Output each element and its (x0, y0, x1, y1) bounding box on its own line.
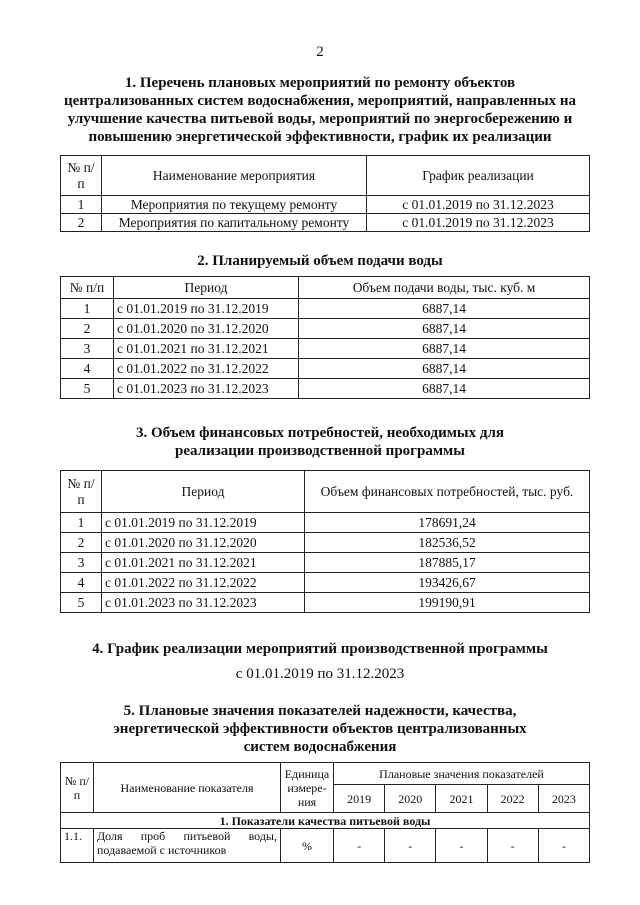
table-row (61, 553, 590, 573)
cell-num: 2 (61, 319, 114, 339)
cell-value: - (334, 829, 385, 863)
col-period-header: Период (102, 471, 305, 513)
section3-title-line: реализации производственной программы (175, 443, 465, 459)
cell-finance: 199190,91 (305, 593, 590, 613)
section1-title-line: централизованных систем водоснабжения, мероприятий, направленных на (63, 93, 577, 109)
cell-period: с 01.01.2020 по 31.12.2020 (102, 533, 305, 553)
section5-table (60, 762, 590, 863)
cell-name: Доля проб питьевой воды, подаваемой с источников (94, 829, 281, 863)
col-schedule-header: График реализации (367, 156, 590, 196)
cell-finance: 178691,24 (305, 513, 590, 533)
cell-volume: 6887,14 (299, 379, 590, 399)
cell-num: 3 (61, 339, 114, 359)
section2-title: 2. Планируемый объем подачи воды (197, 253, 443, 269)
section1-title (40, 74, 600, 146)
cell-period: с 01.01.2022 по 31.12.2022 (114, 359, 299, 379)
cell-num: 1 (61, 513, 102, 533)
cell-period: с 01.01.2019 по 31.12.2019 (114, 299, 299, 319)
col-num-header: № п/п (61, 277, 114, 299)
section2-table (60, 276, 590, 399)
table-row (61, 359, 590, 379)
section1-table (60, 155, 590, 232)
section5-title (40, 702, 600, 756)
cell-period: с 01.01.2019 по 31.12.2019 (102, 513, 305, 533)
cell-name: Мероприятия по текущему ремонту (102, 196, 367, 214)
col-planned-header: Плановые значения показателей (334, 763, 590, 785)
section4-title: 4. График реализации мероприятий производственной программы (92, 641, 548, 657)
table-row (61, 299, 590, 319)
table-header-row (61, 471, 590, 513)
cell-num: 2 (61, 533, 102, 553)
table-row (61, 829, 590, 863)
col-year-header: 2019 (334, 785, 385, 813)
col-year-header: 2022 (487, 785, 538, 813)
col-unit-header: Единица измере-ния (281, 763, 334, 813)
group-row (61, 813, 590, 829)
cell-period: с 01.01.2022 по 31.12.2022 (102, 573, 305, 593)
cell-period: с 01.01.2023 по 31.12.2023 (114, 379, 299, 399)
table-header-row (61, 277, 590, 299)
cell-finance: 193426,67 (305, 573, 590, 593)
cell-num: 3 (61, 553, 102, 573)
col-year-header: 2023 (538, 785, 589, 813)
section3-table (60, 470, 590, 613)
section4-period: с 01.01.2019 по 31.12.2023 (235, 666, 405, 682)
col-period-header: Период (114, 277, 299, 299)
cell-finance: 187885,17 (305, 553, 590, 573)
col-finance-header: Объем финансовых потребностей, тыс. руб. (305, 471, 590, 513)
section3-title (40, 424, 600, 460)
section5-title-line: 5. Плановые значения показателей надежности, качества, (123, 703, 517, 719)
cell-value: - (385, 829, 436, 863)
table-row (61, 533, 590, 553)
col-name-header: Наименование показателя (94, 763, 281, 813)
cell-num: 4 (61, 573, 102, 593)
cell-unit: % (281, 829, 334, 863)
table-row (61, 593, 590, 613)
table-row (61, 573, 590, 593)
cell-num: 1 (61, 299, 114, 319)
col-num-header: № п/п (61, 471, 102, 513)
cell-period: с 01.01.2020 по 31.12.2020 (114, 319, 299, 339)
col-num-header: № п/п (61, 763, 94, 813)
cell-schedule: с 01.01.2019 по 31.12.2023 (367, 214, 590, 232)
cell-name: Мероприятия по капитальному ремонту (102, 214, 367, 232)
cell-schedule: с 01.01.2019 по 31.12.2023 (367, 196, 590, 214)
cell-num: 2 (61, 214, 102, 232)
table-row (61, 379, 590, 399)
table-row (61, 339, 590, 359)
cell-volume: 6887,14 (299, 299, 590, 319)
section1-title-line: улучшение качества питьевой воды, мероприятий по энергосбережению и (67, 111, 573, 127)
table-row (61, 319, 590, 339)
cell-finance: 182536,52 (305, 533, 590, 553)
cell-num: 5 (61, 593, 102, 613)
cell-value: - (538, 829, 589, 863)
cell-num: 5 (61, 379, 114, 399)
cell-num: 1.1. (61, 829, 94, 863)
cell-period: с 01.01.2023 по 31.12.2023 (102, 593, 305, 613)
section1-title-line: повышению энергетической эффективности, график их реализации (88, 129, 552, 145)
cell-num: 1 (61, 196, 102, 214)
col-year-header: 2020 (385, 785, 436, 813)
table-header-row (61, 763, 590, 785)
table-row (61, 513, 590, 533)
page-number: 2 (316, 44, 324, 60)
section1-title-line: 1. Перечень плановых мероприятий по ремонту объектов (124, 75, 516, 91)
group-row-label: 1. Показатели качества питьевой воды (61, 813, 590, 829)
cell-num: 4 (61, 359, 114, 379)
cell-volume: 6887,14 (299, 339, 590, 359)
col-name-header: Наименование мероприятия (102, 156, 367, 196)
table-row (61, 214, 590, 232)
section5-title-line: энергетической эффективности объектов централизованных (113, 721, 527, 737)
cell-value: - (436, 829, 487, 863)
col-year-header: 2021 (436, 785, 487, 813)
cell-volume: 6887,14 (299, 319, 590, 339)
cell-period: с 01.01.2021 по 31.12.2021 (102, 553, 305, 573)
table-row (61, 196, 590, 214)
cell-volume: 6887,14 (299, 359, 590, 379)
col-num-header: № п/п (61, 156, 102, 196)
section3-title-line: 3. Объем финансовых потребностей, необходимых для (135, 425, 505, 441)
section5-title-line: систем водоснабжения (243, 739, 397, 755)
table-header-row (61, 156, 590, 196)
col-volume-header: Объем подачи воды, тыс. куб. м (299, 277, 590, 299)
cell-period: с 01.01.2021 по 31.12.2021 (114, 339, 299, 359)
cell-value: - (487, 829, 538, 863)
